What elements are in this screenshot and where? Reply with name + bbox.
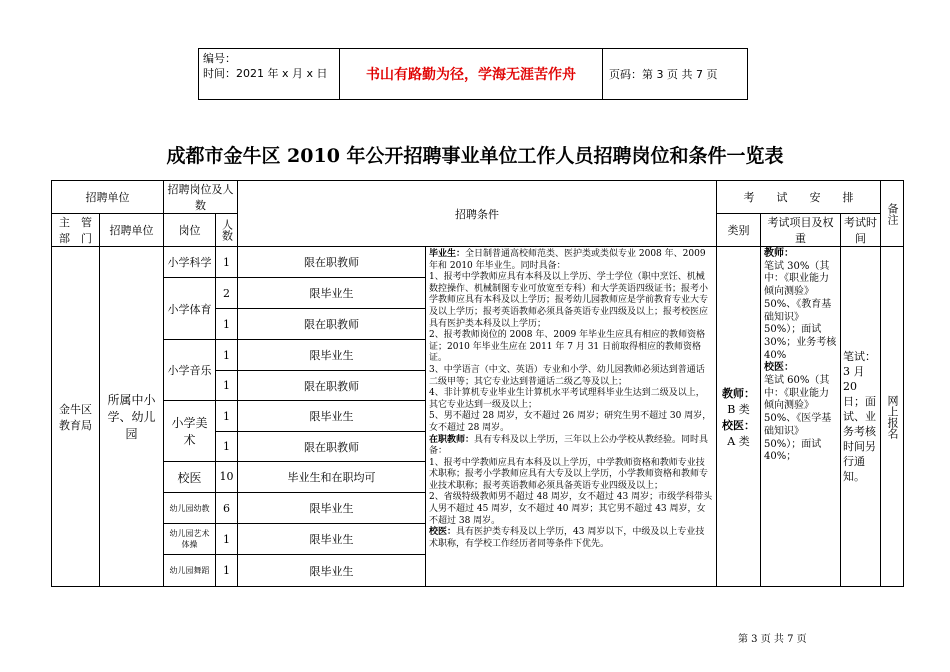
requirement-cell: 限毕业生	[238, 493, 426, 524]
exam-items-cell	[761, 247, 841, 587]
header-unit2: 招聘单位	[100, 214, 164, 247]
page-footer: 第 3 页 共 7 页	[738, 634, 807, 645]
unit-cell: 所属中小学、幼儿园	[100, 247, 164, 587]
exam-doctor-heading: 校医：	[764, 362, 794, 374]
requirement-cell: 限在职教师	[238, 309, 426, 340]
header-unit: 招聘单位	[52, 181, 164, 214]
conditions-cell	[426, 247, 717, 587]
requirement-cell: 限在职教师	[238, 371, 426, 401]
header-dept: 主 管 部 门	[52, 214, 100, 247]
requirement-cell: 限毕业生	[238, 524, 426, 555]
exam-teacher-text: 笔试 30%（其中：《职业能力倾向测验》50%、《教育基础知识》50%）；面试 30%；业务考核 40%	[764, 260, 837, 361]
header-post-count: 招聘岗位及人数	[164, 181, 238, 214]
count-cell: 6	[216, 493, 238, 524]
header-remarks: 备注	[881, 181, 904, 247]
count-cell: 2	[216, 278, 238, 309]
grad-text: 全日制普通高校师范类、医护类或类似专业 2008 年、2009 年和 2010 年毕业生。同时具备： 1、报考中学教师应具有本科及以上学历、学士学位（职中烹饪、机械数控操作、机械制图专业可放宽至专科）和大学英语四级证书；报考小学教师应具有本科及以上学历；报考幼儿园教师应是学前教育专业大专及以上学历；报考英语教师必须具备英语专业四级及以上；报考校医应具有医护类本科及以上学历； 2、报考教师岗位的 2008 年、2009 年毕业生应具有相应的教师资格证；2010 年毕业生应在 2011 年 7 月 31 日前取得相应的教师资格证。 3、中学语言（中文、英语）专业和小学、幼儿园教师必须达到普通话二级甲等；其它专业达到普通话二级乙等及以上； 4、非计算机专业毕业生计算机水平考试理科毕业生达到二级及以上，其它专业达到一级及以上； 5、男不超过 28 周岁，女不超过 26 周岁；研究生男不超过 30 周岁，女不超过 28 周岁。	[429, 249, 712, 433]
count-cell: 1	[216, 371, 238, 401]
header-conditions: 招聘条件	[238, 181, 717, 247]
number-label: 编号：	[203, 52, 236, 65]
grad-heading: 毕业生：	[429, 249, 466, 259]
post-cell: 幼儿园舞蹈	[164, 555, 216, 587]
header-exam: 考 试 安 排	[717, 181, 881, 214]
requirement-cell: 限毕业生	[238, 340, 426, 371]
requirement-cell: 毕业生和在职均可	[238, 462, 426, 493]
header-category: 类别	[717, 214, 761, 247]
header-count: 人数	[216, 214, 238, 247]
count-cell: 1	[216, 524, 238, 555]
post-cell: 小学美术	[164, 401, 216, 462]
doctor-heading: 校医：	[429, 527, 457, 538]
requirement-cell: 限毕业生	[238, 401, 426, 432]
header-motto: 书山有路勤为径，学海无涯苦作舟	[340, 49, 603, 99]
requirement-cell: 限毕业生	[238, 278, 426, 309]
doctor-text: 具有医护类专科及以上学历，43 周岁以下，中级及以上专业技术职称，有学校工作经历者同等条件下优先。	[429, 527, 705, 549]
count-cell: 1	[216, 340, 238, 371]
exam-time-cell: 笔试：3 月 20 日；面试、业务考核时间另行通知。	[841, 247, 881, 587]
header-post: 岗位	[164, 214, 216, 247]
remarks-cell: 网上报名	[881, 247, 904, 587]
header-time: 考试时间	[841, 214, 881, 247]
count-cell: 1	[216, 432, 238, 462]
category-teacher: 教师：	[722, 386, 755, 400]
document-header	[198, 48, 748, 100]
dept-cell: 金牛区教育局	[52, 247, 100, 587]
count-cell: 1	[216, 555, 238, 587]
category-cell	[717, 247, 761, 587]
page-title: 成都市金牛区 2010 年公开招聘事业单位工作人员招聘岗位和条件一览表	[166, 145, 784, 167]
header-page: 页码：第 3 页 共 7 页	[609, 68, 718, 81]
time-label: 时间：2021 年 x 月 x 日	[203, 67, 328, 80]
requirement-cell: 限在职教师	[238, 247, 426, 278]
post-cell: 小学科学	[164, 247, 216, 278]
count-cell: 1	[216, 247, 238, 278]
header-weight: 考试项目及权重	[761, 214, 841, 247]
category-teacher-class: B 类	[727, 402, 750, 416]
count-cell: 10	[216, 462, 238, 493]
count-cell: 1	[216, 401, 238, 432]
requirement-cell: 限在职教师	[238, 432, 426, 462]
category-doctor: 校医：	[722, 418, 755, 432]
post-cell: 小学体育	[164, 278, 216, 340]
requirement-cell: 限毕业生	[238, 555, 426, 587]
post-cell: 幼儿园幼教	[164, 493, 216, 524]
post-cell: 校医	[164, 462, 216, 493]
post-cell: 幼儿园艺术体操	[164, 524, 216, 555]
staff-text: 具有专科及以上学历，三年以上公办学校从教经验。同时具备： 1、报考中学教师应具有本科及以上学历，中学教师资格和教师专业技术职称；报考小学教师应具有大专及以上学历，小学教师资格和教师专业技术职称；报考英语教师必须具备英语专业四级及以上； 2、省级特级教师男不超过 48 周岁，女不超过 43 周岁；市级学科带头人男不超过 45 周岁，女不超过 40 周岁；其它男不超过 43 周岁，女不超过 38 周岁。	[429, 434, 713, 526]
header-meta	[199, 49, 340, 99]
staff-heading: 在职教师：	[429, 434, 475, 445]
count-cell: 1	[216, 309, 238, 340]
post-cell: 小学音乐	[164, 340, 216, 401]
category-doctor-class: A 类	[727, 434, 750, 448]
exam-teacher-heading: 教师：	[764, 248, 794, 259]
recruitment-table	[51, 180, 904, 587]
exam-doctor-text: 笔试 60%（其中：《职业能力倾向测验》50%、《医学基础知识》50%）；面试 40%；	[764, 375, 832, 463]
